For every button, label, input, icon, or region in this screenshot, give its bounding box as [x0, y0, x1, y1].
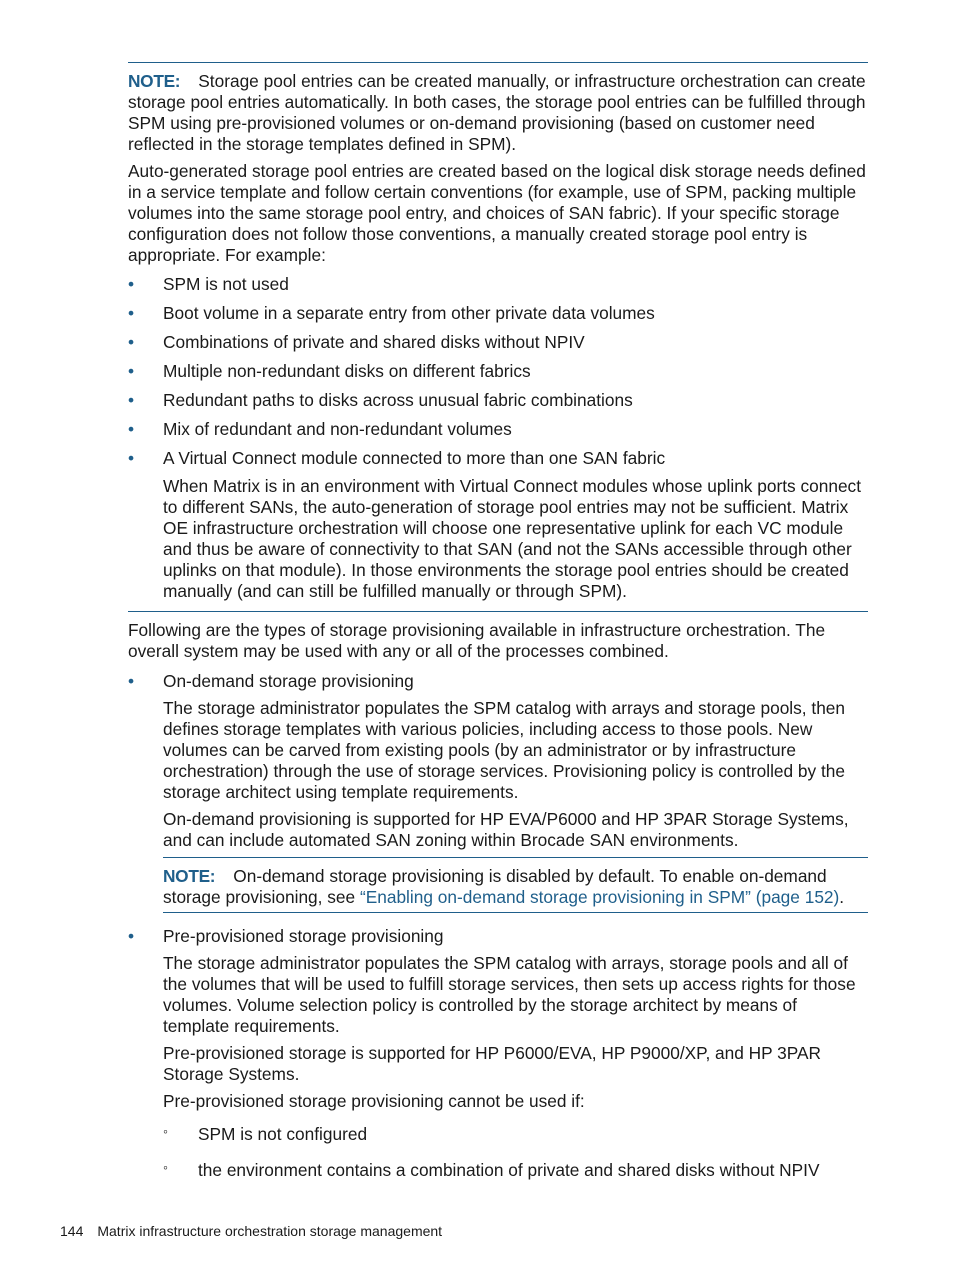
list-item: • Multiple non-redundant disks on different fabrics	[128, 361, 531, 381]
cannot-use-list	[163, 1124, 868, 1181]
bullet-icon: •	[128, 274, 135, 294]
bullet-icon: •	[128, 303, 135, 323]
list-item-on-demand	[128, 671, 868, 913]
list-item: • Boot volume in a separate entry from other private data volumes	[128, 303, 655, 323]
note-text: Storage pool entries can be created manually, or infrastructure orchestration can create storage pool entries automatically. In both cases, the storage pool entries can be fulfilled through SPM using pre-provisioned volumes or on-demand provisioning (based on customer need reflected in the storage templates defined in SPM).	[128, 71, 866, 154]
pre-provisioned-paragraph-1: The storage administrator populates the SPM catalog with arrays, storage pools and all of the volumes that will be used to fulfill storage services, then sets up access rights for those volumes. Volume selection policy is controlled by the storage architect by means of template requirements.	[163, 953, 856, 1036]
manual-entry-examples-list	[128, 274, 868, 602]
bullet-icon: •	[128, 390, 135, 410]
bullet-icon: •	[128, 926, 135, 946]
on-demand-note-top-rule	[163, 857, 868, 858]
note-bottom-rule	[128, 611, 868, 612]
list-item: • SPM is not used	[128, 274, 289, 294]
list-item: • A Virtual Connect module connected to more than one SAN fabric When Matrix is in an environment with Virtual Connect modules whose uplink ports connect to different SANs, the auto-generation of storage pool entries may not be sufficient. Matrix OE infrastructure orchestration will choose one representative uplink for each VC module and thus be aware of connectivity to that SAN (and not the SANs accessible through other uplinks on that module). In those environments the storage pool entries should be created manually (and can still be fulfilled manually or through SPM).	[128, 448, 868, 602]
note-paragraph	[128, 71, 868, 155]
pre-provisioned-paragraph-2: Pre-provisioned storage is supported for HP P6000/EVA, HP P9000/XP, and HP 3PAR Storage Systems.	[163, 1043, 822, 1084]
bullet-icon: •	[128, 671, 135, 691]
bullet-icon: •	[128, 419, 135, 439]
provisioning-intro-paragraph: Following are the types of storage provisioning available in infrastructure orchestration. The overall system may be used with any or all of the processes combined.	[128, 620, 826, 661]
on-demand-paragraph-1: The storage administrator populates the SPM catalog with arrays and storage pools, then defines storage templates with various policies, including access to those pools. New volumes can be carved from existing pools (by an administrator or by infrastructure orchestration) through the use of storage services. Provisioning policy is controlled by the storage architect using template requirements.	[163, 698, 846, 802]
footer-title: Matrix infrastructure orchestration storage management	[97, 1223, 443, 1239]
on-demand-note-bottom-rule	[163, 912, 868, 913]
note-label: NOTE:	[128, 71, 181, 91]
bullet-icon: •	[128, 361, 135, 381]
list-item-pre-provisioned	[128, 926, 868, 1181]
sub-list-item: ◦ the environment contains a combination of private and shared disks without NPIV	[163, 1159, 820, 1180]
note-label: NOTE:	[163, 866, 216, 886]
note-top-rule	[128, 62, 868, 63]
on-demand-note: NOTE: On-demand storage provisioning is disabled by default. To enable on-demand storage provisioning, see “Enabling on-demand storage provisioning in SPM” (page 152).	[163, 866, 845, 907]
provisioning-types-list	[128, 671, 868, 1181]
bullet-icon: •	[128, 332, 135, 352]
circle-bullet-icon: ◦	[163, 1159, 168, 1175]
vc-detail-paragraph: When Matrix is in an environment with Virtual Connect modules whose uplink ports connect to different SANs, the auto-generation of storage pool entries may not be sufficient. Matrix OE infrastructure orchestration will choose one representative uplink for each VC module and thus be aware of connectivity to that SAN (and not the SANs accessible through other uplinks on that module). In those environments the storage pool entries should be created manually (and can still be fulfilled manually or through SPM).	[163, 476, 861, 601]
pre-provisioned-paragraph-3: Pre-provisioned storage provisioning cannot be used if:	[163, 1091, 585, 1111]
page-content	[128, 62, 868, 1181]
page-footer	[60, 1222, 442, 1240]
pre-provisioned-title: Pre-provisioned storage provisioning	[163, 926, 444, 946]
page-number: 144	[60, 1223, 84, 1239]
list-item: • Mix of redundant and non-redundant volumes	[128, 419, 512, 439]
list-item: • Combinations of private and shared disks without NPIV	[128, 332, 585, 352]
on-demand-paragraph-2: On-demand provisioning is supported for HP EVA/P6000 and HP 3PAR Storage Systems, and can include automated SAN zoning within Brocade SAN environments.	[163, 809, 849, 850]
sub-list-item: ◦ SPM is not configured	[163, 1123, 368, 1144]
auto-generated-paragraph: Auto-generated storage pool entries are created based on the logical disk storage needs defined in a service template and follow certain conventions (for example, use of SPM, packing multiple volumes into the same storage pool entry, and choices of SAN fabric). If your specific storage configuration does not follow those conventions, a manually created storage pool entry is appropriate. For example:	[128, 161, 866, 265]
enable-on-demand-link[interactable]: “Enabling on-demand storage provisioning in SPM” (page 152)	[359, 887, 840, 907]
on-demand-title: On-demand storage provisioning	[163, 671, 414, 691]
circle-bullet-icon: ◦	[163, 1123, 168, 1139]
list-item: • Redundant paths to disks across unusual fabric combinations	[128, 390, 633, 410]
bullet-icon: •	[128, 448, 135, 468]
